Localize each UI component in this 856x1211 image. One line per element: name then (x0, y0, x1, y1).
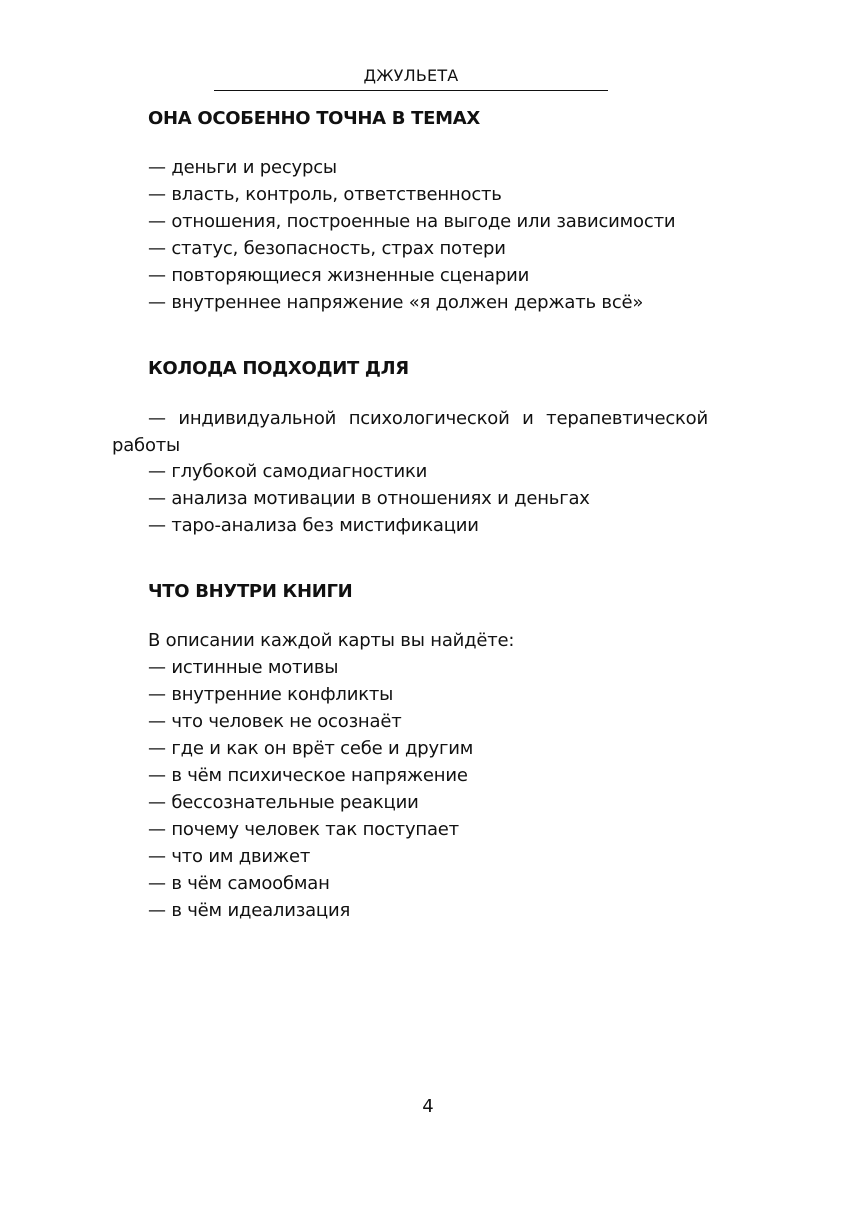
section-heading-deck-suits: КОЛОДА ПОДХОДИТ ДЛЯ (148, 358, 409, 379)
use-item: — таро-анализа без мистификации (148, 515, 479, 536)
contents-item: — что человек не осознаёт (148, 711, 402, 732)
contents-item: — истинные мотивы (148, 657, 339, 678)
contents-item: — что им движет (148, 846, 311, 867)
page-number: 4 (422, 1096, 434, 1117)
contents-item: — в чём самообман (148, 873, 330, 894)
running-head-rule (214, 90, 608, 91)
contents-item: — в чём идеализация (148, 900, 351, 921)
section-heading-book-contents: ЧТО ВНУТРИ КНИГИ (148, 581, 353, 602)
running-head: ДЖУЛЬЕТА (363, 66, 459, 85)
use-item: — глубокой самодиагностики (148, 461, 428, 482)
topic-item: — отношения, построенные на выгоде или зависимости (148, 211, 676, 232)
topic-item: — повторяющиеся жизненные сценарии (148, 265, 530, 286)
contents-item: — почему человек так поступает (148, 819, 459, 840)
section-heading-topics: ОНА ОСОБЕННО ТОЧНА В ТЕМАХ (148, 108, 480, 129)
topic-item: — деньги и ресурсы (148, 157, 337, 178)
contents-item: — в чём психическое напряжение (148, 765, 468, 786)
contents-item: — бессознательные реакции (148, 792, 419, 813)
use-item: — анализа мотивации в отношениях и деньгах (148, 488, 590, 509)
use-item-wrapped: — индивидуальной психологической и терапевтической работы (112, 408, 708, 456)
topic-item: — внутреннее напряжение «я должен держать всё» (148, 292, 644, 313)
contents-intro: В описании каждой карты вы найдёте: (148, 630, 515, 651)
topic-item: — власть, контроль, ответственность (148, 184, 502, 205)
topic-item: — статус, безопасность, страх потери (148, 238, 506, 259)
contents-item: — внутренние конфликты (148, 684, 394, 705)
contents-item: — где и как он врёт себе и другим (148, 738, 474, 759)
